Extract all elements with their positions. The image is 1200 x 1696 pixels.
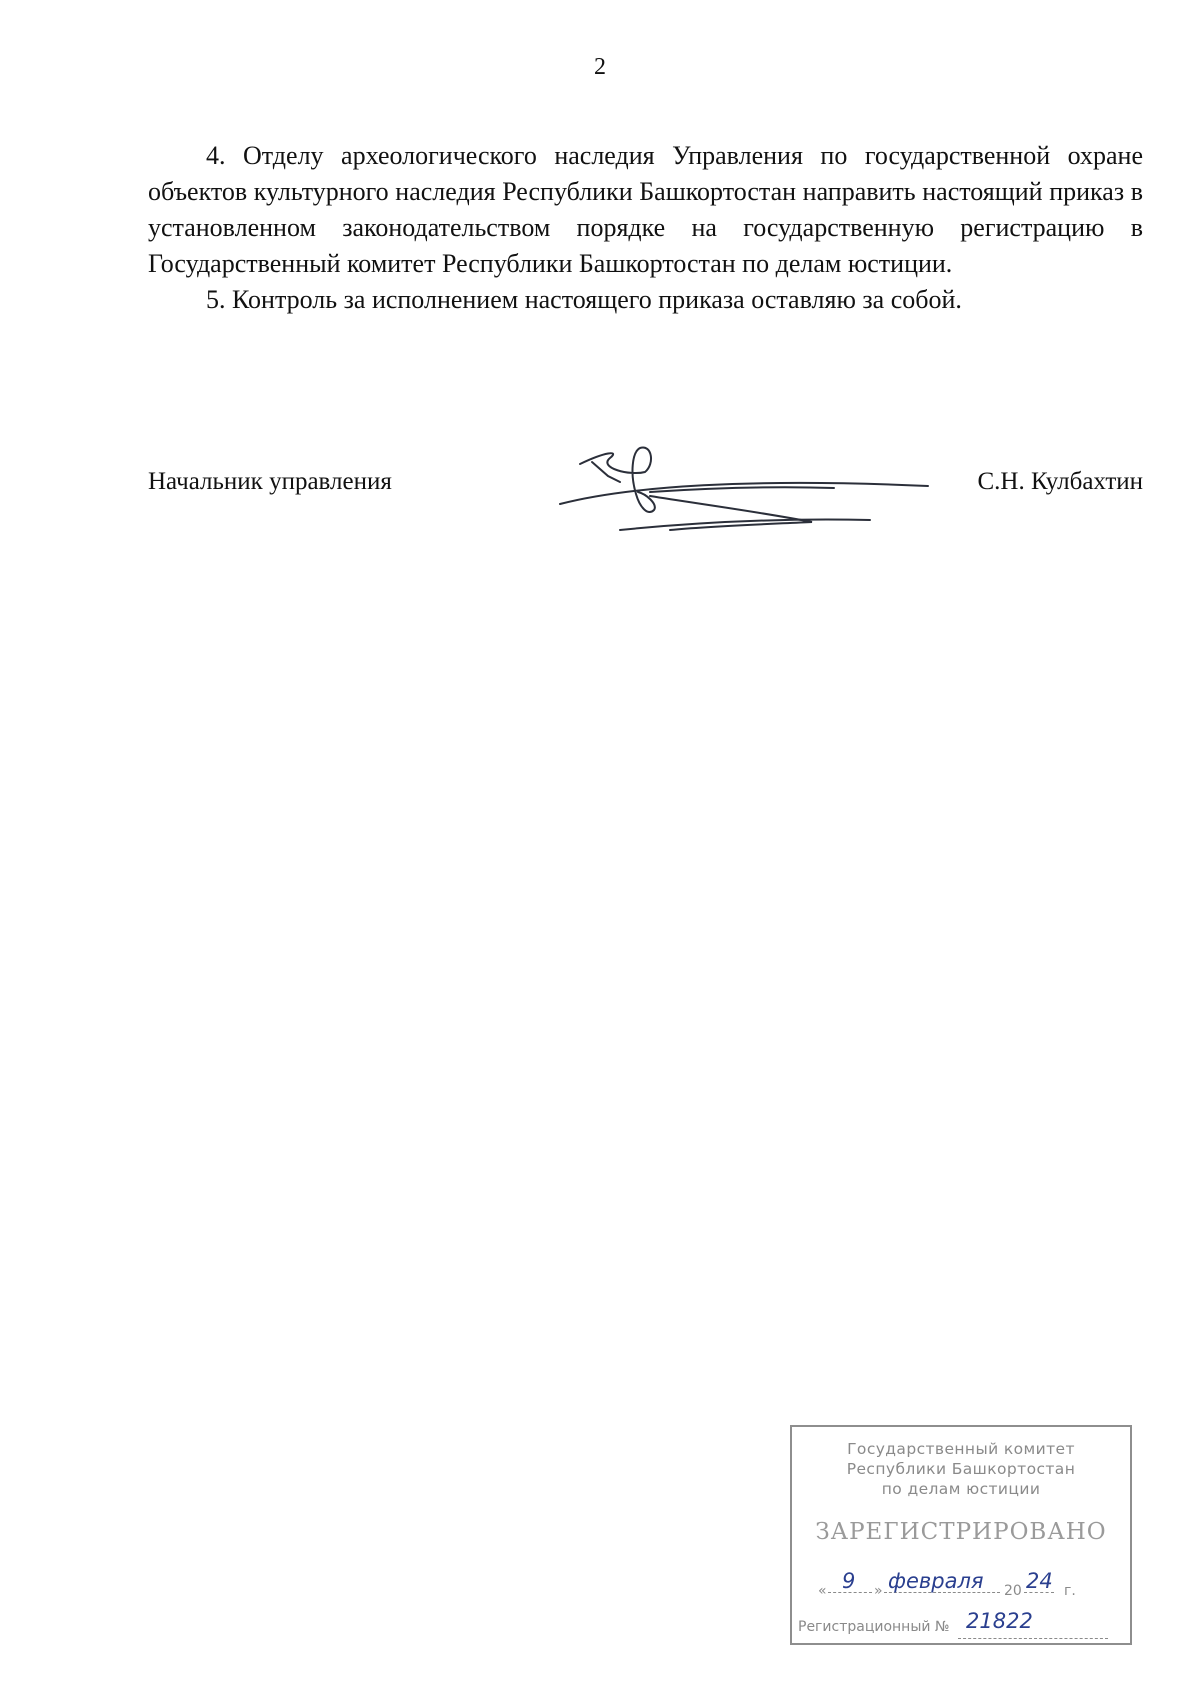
handwritten-signature (550, 434, 930, 544)
signatory-name: С.Н. Кулбахтин (977, 468, 1143, 495)
stamp-org-line: по делам юстиции (881, 1480, 1041, 1498)
signatory-title: Начальник управления (148, 468, 392, 495)
stamp-status: ЗАРЕГИСТРИРОВАНО (815, 1519, 1107, 1545)
registration-number: 21822 (966, 1609, 1033, 1633)
stamp-org-line: Республики Башкортостан (846, 1460, 1076, 1478)
date-month: февраля (888, 1569, 984, 1593)
registration-label: Регистрационный № (798, 1619, 950, 1635)
stamp-org-line: Государственный комитет (847, 1440, 1075, 1458)
page-number: 2 (594, 54, 606, 80)
stamp-registration (798, 1609, 1118, 1641)
paragraph-4: 4. Отделу археологического наследия Управления по государственной охране объектов культурного наследия Республики Башкортостан направить настоящий приказ в установленном законодательством порядке на государственную регистрацию в Государственный комитет Республики Башкортостан по делам юстиции. (148, 141, 1143, 278)
date-day: 9 (842, 1569, 856, 1593)
document-body (148, 138, 1143, 318)
date-year-unit: г. (1064, 1583, 1076, 1599)
registration-stamp (790, 1425, 1132, 1645)
date-year-suffix: 24 (1026, 1569, 1053, 1593)
date-close-quote: » (874, 1583, 883, 1599)
stamp-date (812, 1569, 1112, 1603)
date-year-prefix: 20 (1004, 1583, 1022, 1599)
stamp-organization (792, 1439, 1130, 1499)
registration-line (958, 1637, 1108, 1639)
paragraph-5: 5. Контроль за исполнением настоящего приказа оставляю за собой. (206, 285, 962, 314)
date-open-quote: « (818, 1583, 827, 1599)
